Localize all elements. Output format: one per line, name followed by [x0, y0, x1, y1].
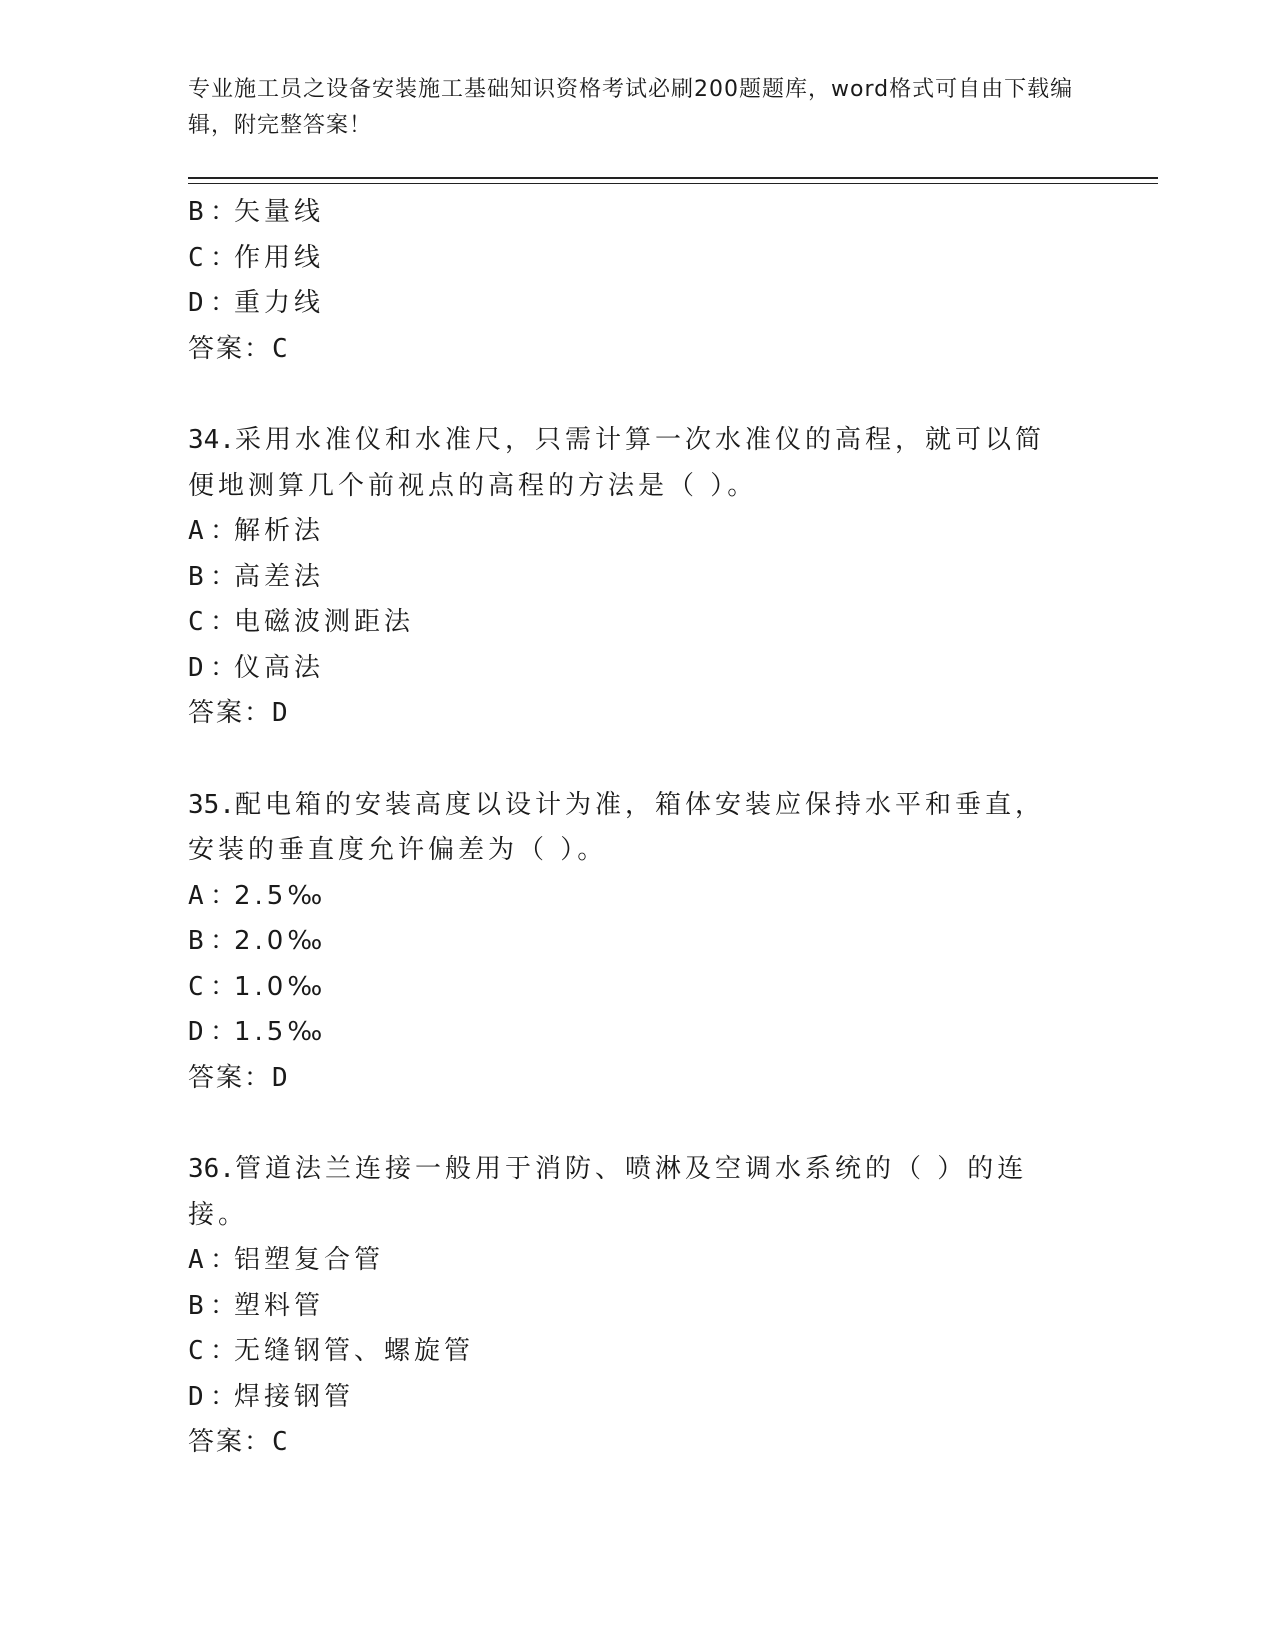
question-number: 36. [188, 1154, 235, 1184]
question-body: 采用水准仪和水准尺，只需计算一次水准仪的高程，就可以简便地测算几个前视点的高程的方法是（ ）。 [188, 425, 1045, 501]
question-body: 配电箱的安装高度以设计为准，箱体安装应保持水平和垂直，安装的垂直度允许偏差为（ ）。 [188, 789, 1045, 865]
option-a [188, 509, 1088, 555]
option-colon: ： [210, 1290, 241, 1321]
option-letter: C [188, 1336, 204, 1366]
option-letter: D [188, 1381, 204, 1412]
option-text: 1.5‰ [234, 1017, 327, 1047]
answer-line [188, 327, 1088, 373]
option-letter: B [188, 1290, 204, 1321]
question-number: 34. [188, 425, 235, 455]
document-header: 专业施工员之设备安装施工基础知识资格考试必刷200题题库，word格式可自由下载编辑，附完整答案！ [188, 77, 1074, 138]
option-c [188, 600, 1088, 646]
answer-value: D [272, 1062, 290, 1093]
option-text: 解析法 [234, 516, 325, 546]
option-c [188, 236, 1088, 282]
option-text: 无缝钢管、螺旋管 [234, 1336, 475, 1366]
answer-label: 答案： [188, 1062, 273, 1093]
prev-question-block [188, 190, 1088, 372]
option-colon: ： [210, 1245, 241, 1275]
option-b [188, 555, 1088, 601]
option-a [188, 1238, 1088, 1284]
spacer [188, 372, 1088, 418]
answer-value: C [272, 1427, 290, 1457]
option-letter: D [188, 652, 204, 683]
answer-line [188, 1056, 1088, 1102]
question-block-35 [188, 783, 1088, 1102]
answer-value: D [272, 698, 290, 728]
header-rule [188, 177, 1158, 179]
question-body: 管道法兰连接一般用于消防、喷淋及空调水系统的（ ）的连接。 [188, 1154, 1028, 1230]
question-text [188, 783, 1068, 874]
option-colon: ： [210, 561, 241, 592]
option-d [188, 281, 1088, 327]
answer-line [188, 1420, 1088, 1466]
option-text: 1.0‰ [234, 971, 327, 1002]
answer-label: 答案： [188, 1427, 273, 1457]
option-letter: D [188, 1017, 204, 1047]
option-colon: ： [210, 516, 241, 546]
answer-label: 答案： [188, 698, 273, 728]
option-d [188, 1010, 1088, 1056]
option-b [188, 190, 1088, 236]
option-text: 重力线 [234, 288, 325, 318]
question-text [188, 1147, 1068, 1238]
option-text: 铝塑复合管 [234, 1245, 385, 1275]
option-text: 高差法 [234, 561, 325, 592]
option-c [188, 1329, 1088, 1375]
option-colon: ： [210, 197, 241, 227]
question-number: 35. [188, 789, 235, 820]
header-rule-thin [188, 183, 1158, 184]
answer-label: 答案： [188, 333, 273, 364]
option-letter: B [188, 561, 204, 592]
option-colon: ： [210, 880, 241, 911]
option-letter: A [188, 516, 204, 546]
option-text: 矢量线 [234, 197, 325, 227]
option-text: 2.5‰ [234, 880, 327, 911]
option-colon: ： [210, 607, 241, 637]
option-colon: ： [210, 926, 241, 956]
option-text: 作用线 [234, 242, 325, 273]
option-colon: ： [210, 288, 241, 318]
option-text: 仪高法 [234, 652, 325, 683]
option-colon: ： [210, 1381, 241, 1412]
option-b [188, 1284, 1088, 1330]
option-letter: A [188, 880, 204, 911]
option-text: 电磁波测距法 [234, 607, 415, 637]
option-letter: C [188, 971, 204, 1002]
option-c [188, 965, 1088, 1011]
question-list [188, 190, 1088, 1466]
option-colon: ： [210, 1336, 241, 1366]
option-colon: ： [210, 971, 241, 1002]
option-text: 2.0‰ [234, 926, 327, 956]
option-letter: A [188, 1245, 204, 1275]
option-text: 塑料管 [234, 1290, 325, 1321]
answer-value: C [272, 333, 290, 364]
option-colon: ： [210, 1017, 241, 1047]
option-b [188, 919, 1088, 965]
spacer [188, 1101, 1088, 1147]
option-letter: D [188, 288, 204, 318]
option-letter: B [188, 197, 204, 227]
question-text [188, 418, 1068, 509]
spacer [188, 737, 1088, 783]
option-d [188, 1375, 1088, 1421]
option-letter: C [188, 607, 204, 637]
option-letter: C [188, 242, 204, 273]
option-d [188, 646, 1088, 692]
question-block-34 [188, 418, 1088, 737]
option-a [188, 874, 1088, 920]
option-colon: ： [210, 242, 241, 273]
answer-line [188, 691, 1088, 737]
question-block-36 [188, 1147, 1088, 1466]
option-letter: B [188, 926, 204, 956]
option-colon: ： [210, 652, 241, 683]
option-text: 焊接钢管 [234, 1381, 355, 1412]
